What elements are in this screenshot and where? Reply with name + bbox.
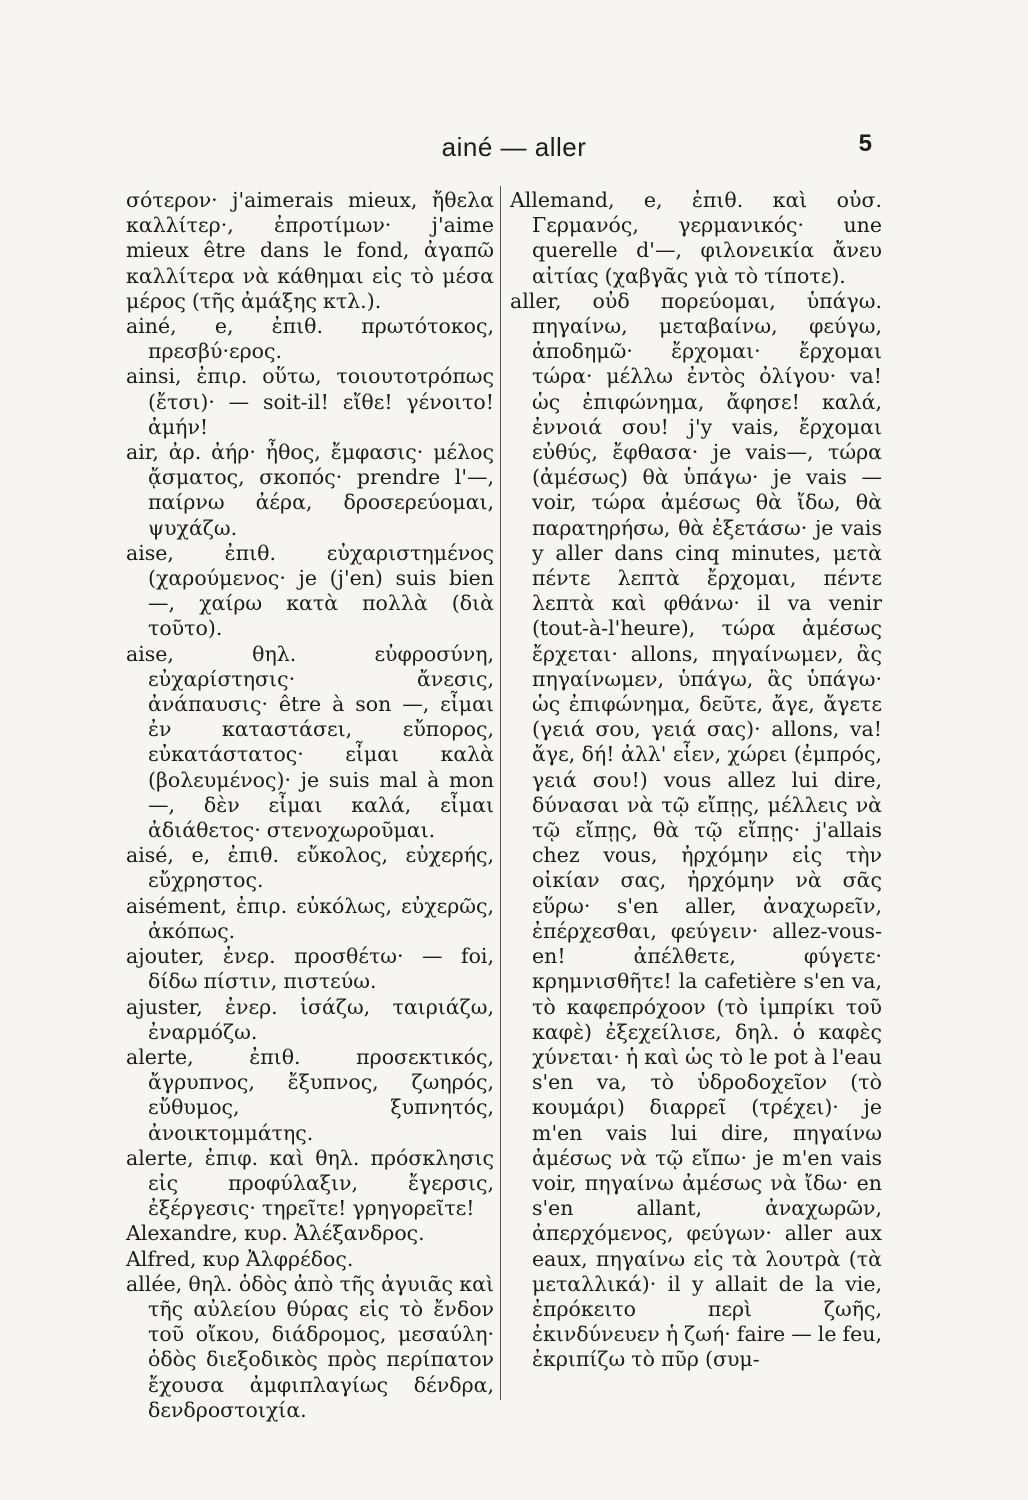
dictionary-entry: allée, θηλ. ὁδὸς ἀπὸ τῆς ἀγυιᾶς καὶ τῆς αὐλείου θύρας εἰς τὸ ἔνδον τοῦ οἴκου, διάδρομος, μεσαύλη· ὁδὸς διεξοδικὸς πρὸς περίπατον ἔχουσα ἀμφιπλαγίως δένδρα, δενδροστοιχία. [126, 1271, 494, 1422]
dictionary-entry: aise, ἐπιθ. εὐχαριστημένος (χαρούμενος· je (j'en) suis bien —, χαίρω κατὰ πολλὰ (διὰ τοῦτο). [126, 540, 494, 641]
dictionary-entry: aller, οὐδ πορεύομαι, ὑπάγω. πηγαίνω, μεταβαίνω, φεύγω, ἀποδημῶ· ἔρχομαι· ἔρχομαι τώρα· μέλλω ἐντὸς ὀλίγου· va! ὡς ἐπιφώνημα, ἄφησε! καλά, ἐννοιά σου! j'y vais, ἔρχομαι εὐθύς, ἔφθασα· je vais—, τώρα (ἀμέσως) θὰ ὑπάγω· je vais — voir, τώρα ἀμέσως θὰ ἴδω, θὰ παρατηρήσω, θὰ ἐξετάσω· je vais y aller dans cinq minutes, μετὰ πέντε λεπτὰ ἔρχομαι, πέντε λεπτὰ καὶ φθάνω· il va venir (tout-à-l'heure), τώρα ἀμέσως ἔρχεται· allons, πηγαίνωμεν, ἂς πηγαίνωμεν, ὑπάγω, ἂς ὑπάγω· ὡς ἐπιφώνημα, δεῦτε, ἄγε, ἄγετε (γειά σου, γειά σας)· allons, va! ἄγε, δή! ἀλλ' εἶεν, χώρει (ἐμπρός, γειά σου!) vous allez lui dire, δύνασαι νὰ τῷ εἴπῃς, μέλλεις νὰ τῷ εἴπῃς, θὰ τῷ εἴπῃς· j'allais chez vous, ἠρχόμην εἰς τὴν οἰκίαν σας, ἠρχόμην νὰ σᾶς εὕρω· s'en aller, ἀναχωρεῖν, ἐπέρχεσθαι, φεύγειν· allez-vous-en! ἀπέλθετε, φύγετε· κρημνισθῆτε! la cafetière s'en va, τὸ καφεπρόχοον (τὸ ἰμπρίκι τοῦ καφὲ) ἐξεχείλισε, δηλ. ὁ καφὲς χύνεται· ἡ καὶ ὡς τὸ le pot à l'eau s'en va, τὸ ὑδροδοχεῖον (τὸ κουμάρι) διαρρεῖ (τρέχει)· je m'en vais lui dire, πηγαίνω ἀμέσως νὰ τῷ εἴπω· je m'en vais voir, πηγαίνω ἀμέσως νὰ ἴδω· en s'en allant, ἀναχωρῶν, ἀπερχόμενος, φεύγων· aller aux eaux, πηγαίνω εἰς τὰ λουτρὰ (τὰ μεταλλικά)· il y allait de la vie, ἐπρόκειτο περὶ ζωῆς, ἐκινδύνευεν ἡ ζωή· faire — le feu, ἐκριπίζω τὸ πῦρ (συμ- [510, 288, 882, 1372]
dictionary-entry: alerte, ἐπιθ. προσεκτικός, ἄγρυπνος, ἔξυπνος, ζωηρός, εὔθυμος, ξυπνητός, ἀνοικτομμάτης. [126, 1044, 494, 1145]
left-column [126, 188, 494, 1423]
dictionary-entry: aise, θηλ. εὐφροσύνη, εὐχαρίστησις· ἄνεσις, ἀνάπαυσις· être à son —, εἶμαι ἐν καταστάσει, εὔπορος, εὐκατάστατος· εἶμαι καλὰ (βολευμένος)· je suis mal à mon —, δὲν εἶμαι καλά, εἶμαι ἀδιάθετος· στενοχωροῦμαι. [126, 641, 494, 843]
dictionary-entry: Allemand, e, ἐπιθ. καὶ οὐσ. Γερμανός, γερμανικός· une querelle d'—, φιλονεικία ἄνευ αἰτίας (χαβγᾶς γιὰ τὸ τίποτε). [510, 188, 882, 288]
page-number: 5 [858, 130, 872, 157]
dictionary-entry: Alexandre, κυρ. Ἀλέξανδρος. [126, 1221, 425, 1246]
dictionary-entry: aisé, e, ἐπιθ. εὔκολος, εὐχερής, εὔχρηστος. [126, 843, 494, 893]
dictionary-entry: air, ἀρ. ἀήρ· ἦθος, ἔμφασις· μέλος ᾄσματος, σκοπός· prendre l'—, παίρνω ἀέρα, δροσερεύομαι, ψυχάζω. [126, 440, 494, 540]
dictionary-entry: σότερον· j'aimerais mieux, ἤθελα καλλίτερ·, ἐπροτίμων· j'aime mieux être dans le fond, ἀγαπῶ καλλίτερα νὰ κάθημαι εἰς τὸ μέσα μέρος (τῆς ἀμάξης κτλ.). [126, 188, 494, 313]
dictionary-entry: aisément, ἐπιρ. εὐκόλως, εὐχερῶς, ἀκόπως. [126, 893, 494, 943]
dictionary-entry: ajouter, ἐνερ. προσθέτω· — foi, δίδω πίστιν, πιστεύω. [126, 944, 494, 994]
dictionary-entry: ajuster, ἐνερ. ἰσάζω, ταιριάζω, ἐναρμόζω. [126, 994, 494, 1044]
page-header [0, 128, 1028, 168]
running-head: ainé — aller [441, 132, 587, 162]
dictionary-entry: Alfred, κυρ Ἀλφρέδος. [126, 1246, 354, 1271]
dictionary-entry: alerte, ἐπιφ. καὶ θηλ. πρόσκλησις εἰς προφύλαξιν, ἔγερσις, ἐξέργεσις· τηρεῖτε! γρηγορεῖτε! [126, 1145, 494, 1221]
dictionary-entry: ainé, e, ἐπιθ. πρωτότοκος, πρεσβύ·ερος. [126, 314, 494, 364]
dictionary-entry: ainsi, ἐπιρ. οὕτω, τοιουτοτρόπως (ἔτσι)· — soit-il! εἴθε! γένοιτο! ἀμήν! [126, 364, 494, 439]
column-rule [500, 186, 501, 1400]
right-column [510, 188, 882, 1373]
